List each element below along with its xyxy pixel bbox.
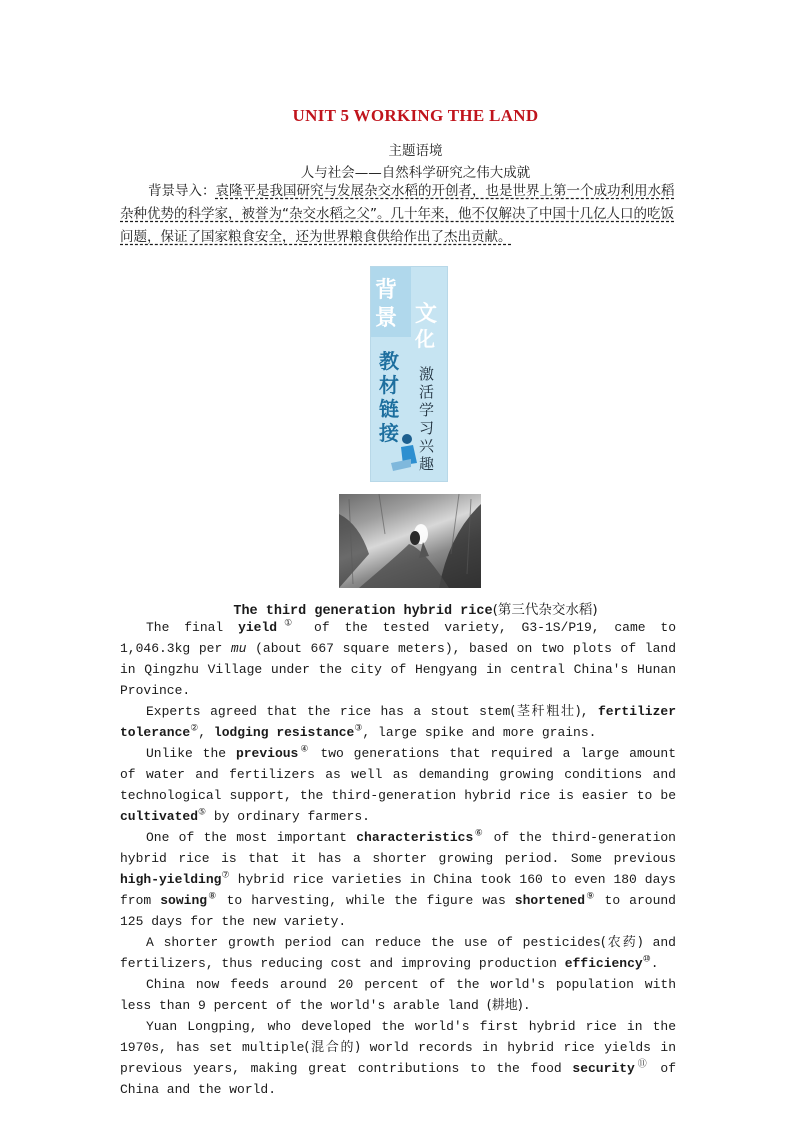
paragraph-1: [120, 617, 676, 701]
text-run: to harvesting, while the figure was: [217, 893, 515, 908]
text-run: hybrid rice varieties in China took 160 to even 180 days from: [120, 872, 676, 908]
text-run: ,: [198, 725, 214, 740]
gloss: (茎秆粗壮): [510, 704, 581, 719]
footnote-marker: ⑩: [642, 954, 651, 965]
keyword: efficiency: [564, 956, 643, 971]
text-run: Unlike the: [146, 746, 236, 761]
text-run: .: [522, 998, 531, 1013]
keyword: previous: [235, 746, 299, 761]
keyword: yield: [238, 620, 278, 635]
rice-field-photo-art: [339, 494, 481, 588]
text-run: (about 667 square meters), based on two plots of land in Qingzhu Village under the city of Hengyang in central China's Hunan Province.: [120, 641, 676, 698]
keyword: sowing: [160, 893, 208, 908]
text-run: of China and the world.: [120, 1061, 676, 1097]
keyword: security: [572, 1061, 635, 1076]
text-run: and fertilizers, thus reducing cost and improving production: [120, 935, 676, 971]
footnote-marker: ⑦: [221, 870, 230, 881]
paragraph-7: [120, 1016, 676, 1100]
banner-char: 文: [415, 302, 438, 327]
banner-char: 链: [379, 397, 399, 421]
keyword: lodging resistance: [213, 725, 355, 740]
banner-char: 兴: [419, 437, 435, 455]
footnote-marker: ①: [277, 618, 300, 629]
paragraph-4: [120, 827, 676, 932]
text-run: China now feeds around 20 percent of the world's population with less than 9 percent of the world's arable land: [120, 977, 676, 1013]
theme-context: 人与社会——自然科学研究之伟大成就: [300, 165, 531, 181]
text-run: , large spike and more grains.: [362, 725, 597, 740]
caption-chinese: (第三代杂交水稻): [492, 602, 598, 618]
reader-figure-icon: [371, 267, 447, 481]
paragraph-6: [120, 974, 676, 1016]
keyword: cultivated: [120, 809, 199, 824]
theme-heading: 主题语境: [388, 143, 443, 159]
text-run: A shorter growth period can reduce the use of pesticides: [146, 935, 601, 950]
keyword: characteristics: [356, 830, 474, 845]
gloss: (耕地): [486, 998, 523, 1013]
banner-char: 趣: [419, 455, 435, 473]
banner-char: 化: [415, 327, 435, 351]
unit-title: UNIT 5 WORKING THE LAND: [292, 106, 539, 125]
intro-paragraph: [120, 180, 676, 249]
intro-label: 背景导入：: [148, 183, 216, 199]
banner-char: 学: [419, 401, 435, 419]
banner-char: 活: [419, 383, 435, 401]
text-run: of the third-generation hybrid rice is that it has a shorter growing period. Some previous: [120, 830, 676, 866]
text-run: two generations that required a large amount of water and fertilizers as well as demanding growing conditions and technological support, the third-generation hybrid rice is easier to be: [120, 746, 676, 803]
article-body: [120, 617, 676, 1100]
paragraph-5: [120, 932, 676, 974]
text-run: ,: [580, 704, 598, 719]
footnote-marker: ④: [298, 744, 311, 755]
rice-field-photo: [339, 494, 481, 588]
banner-char: 景: [375, 306, 398, 331]
text-run: .: [650, 956, 659, 971]
text-run: to around 125 days for the new variety.: [120, 893, 676, 929]
banner-char: 激: [419, 365, 435, 383]
intro-text: 袁隆平是我国研究与发展杂交水稻的开创者，也是世界上第一个成功利用水稻杂种优势的科学家，被誉为“杂交水稻之父”。几十年来，他不仅解决了中国十几亿人口的吃饭问题，保证了国家粮食安全，还为世界粮食供给作出了杰出贡献。: [120, 183, 675, 245]
banner-char: 习: [419, 419, 435, 437]
footnote-marker: ⑪: [634, 1059, 650, 1070]
text-run: of the tested variety, G3-1S/P19, came to 1,046.3kg per: [120, 620, 677, 656]
keyword: high-yielding: [120, 872, 222, 887]
banner-char: 背: [375, 278, 398, 303]
photo-caption: [37, 598, 794, 619]
banner-char: 材: [379, 373, 399, 397]
text-run: world records in hybrid rice yields in previous years, making great contributions to the food: [120, 1040, 676, 1076]
footnote-marker: ③: [354, 723, 363, 734]
footnote-marker: ⑥: [473, 828, 485, 839]
culture-banner-image: [370, 266, 448, 482]
caption-english: The third generation hybrid rice: [233, 604, 493, 619]
keyword: shortened: [514, 893, 585, 908]
footnote-marker: ②: [190, 723, 199, 734]
text-run: Experts agreed that the rice has a stout stem: [146, 704, 511, 719]
footnote-marker: ⑨: [585, 891, 596, 902]
footnote-marker: ⑤: [198, 807, 207, 818]
paragraph-2: [120, 701, 676, 743]
text-run: One of the most important: [146, 830, 357, 845]
text-run: mu: [230, 641, 247, 656]
keyword: fertilizer tolerance: [120, 704, 676, 740]
gloss: (农药): [600, 935, 643, 950]
footnote-marker: ⑧: [207, 891, 218, 902]
banner-char: 教: [379, 349, 399, 373]
text-run: by ordinary farmers.: [206, 809, 370, 824]
banner-char: 接: [379, 421, 399, 445]
text-run: The final: [146, 620, 239, 635]
paragraph-3: [120, 743, 676, 827]
gloss: (混合的): [304, 1040, 361, 1055]
text-run: Yuan Longping, who developed the world's first hybrid rice in the 1970s, has set multiple: [120, 1019, 676, 1055]
